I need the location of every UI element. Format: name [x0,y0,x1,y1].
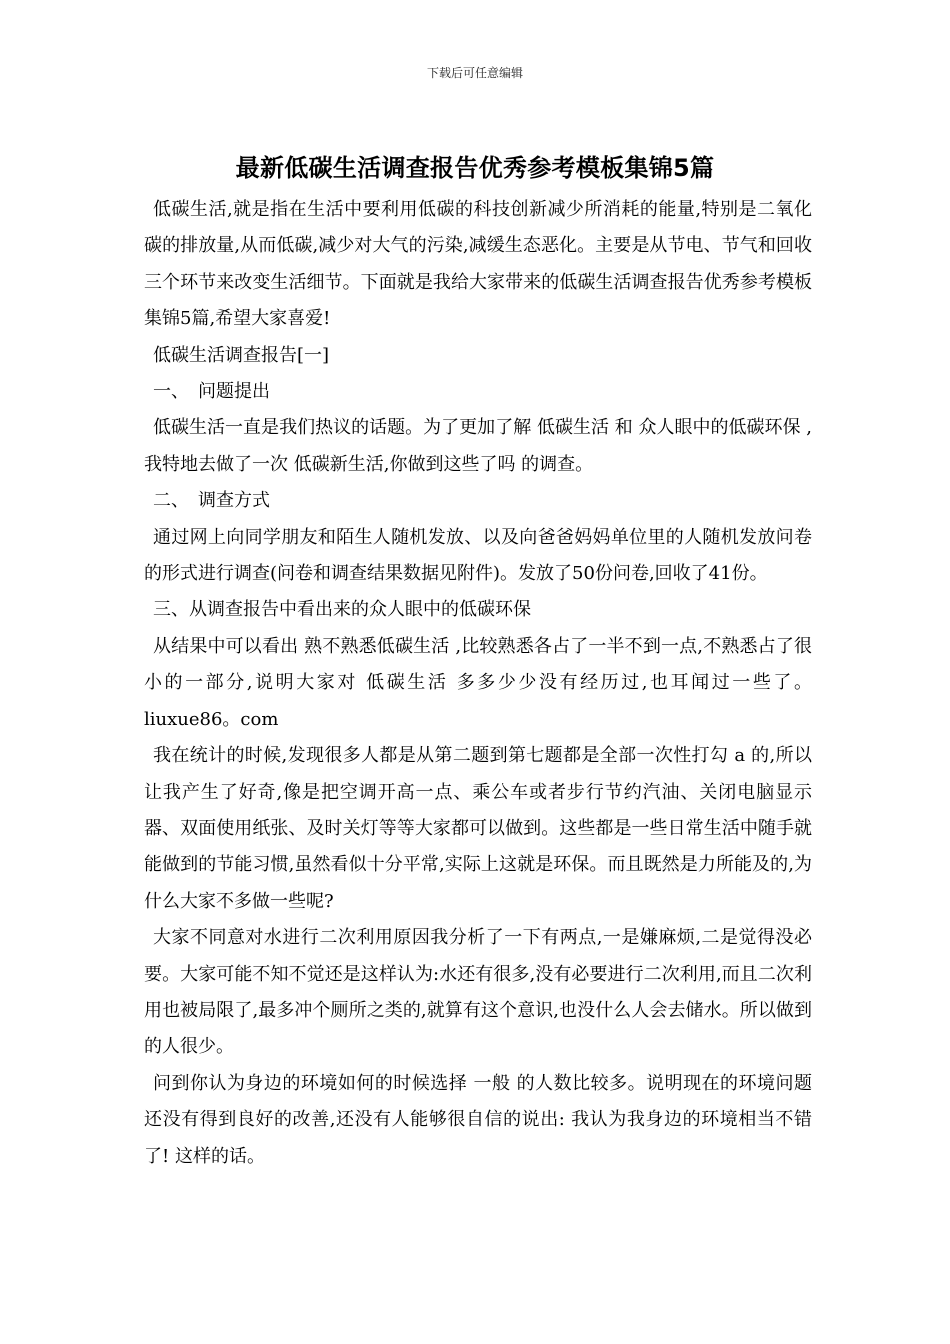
section-heading-2: 二、 调查方式 [153,490,270,512]
body-paragraph: 问到你认为身边的环境如何的时候选择 一般 的人数比较多。说明现在的环境问题还没有得到良好的改善,还没有人能够很自信的说出: 我认为我身边的环境相当不错了! 这样的话。 [144,1072,812,1167]
intro-paragraph: 低碳生活,就是指在生活中要利用低碳的科技创新减少所消耗的能量,特别是二氧化碳的排放量,从而低碳,减少对大气的污染,减缓生态恶化。主要是从节电、节气和回收三个环节来改变生活细节。下面就是我给大家带来的低碳生活调查报告优秀参考模板集锦5篇,希望大家喜爱! [144,199,812,330]
document-title: 最新低碳生活调查报告优秀参考模板集锦5篇 [235,154,715,182]
body-paragraph: 通过网上向同学朋友和陌生人随机发放、以及向爸爸妈妈单位里的人随机发放问卷的形式进行调查(问卷和调查结果数据见附件)。发放了50份问卷,回收了41份。 [144,526,812,585]
body-paragraph: 低碳生活一直是我们热议的话题。为了更加了解 低碳生活 和 众人眼中的低碳环保 ,我特地去做了一次 低碳新生活,你做到这些了吗 的调查。 [144,417,812,475]
body-paragraph: 从结果中可以看出 熟不熟悉低碳生活 ,比较熟悉各占了一半不到一点,不熟悉占了很小的一部分,说明大家对 低碳生活 多多少少没有经历过,也耳闻过一些了。liuxue86。com [144,635,812,730]
header-note: 下载后可任意编辑 [426,66,523,80]
body-paragraph: 大家不同意对水进行二次利用原因我分析了一下有两点,一是嫌麻烦,二是觉得没必要。大家可能不知不觉还是这样认为:水还有很多,没有必要进行二次利用,而且二次利用也被局限了,最多冲个厕所之类的,就算有这个意识,也没什么人会去储水。所以做到的人很少。 [144,927,812,1058]
document-body [144,192,812,1175]
section-heading-3: 三、从调查报告中看出来的众人眼中的低碳环保 [153,599,531,621]
section-heading-1: 一、 问题提出 [153,381,270,403]
body-paragraph: 我在统计的时候,发现很多人都是从第二题到第七题都是全部一次性打勾 a 的,所以让我产生了好奇,像是把空调开高一点、乘公车或者步行节约汽油、关闭电脑显示器、双面使用纸张、及时关灯等等大家都可以做到。这些都是一些日常生活中随手就能做到的节能习惯,虽然看似十分平常,实际上这就是环保。而且既然是力所能及的,为什么大家不多做一些呢? [144,745,812,912]
report-heading: 低碳生活调查报告[一] [153,344,330,366]
